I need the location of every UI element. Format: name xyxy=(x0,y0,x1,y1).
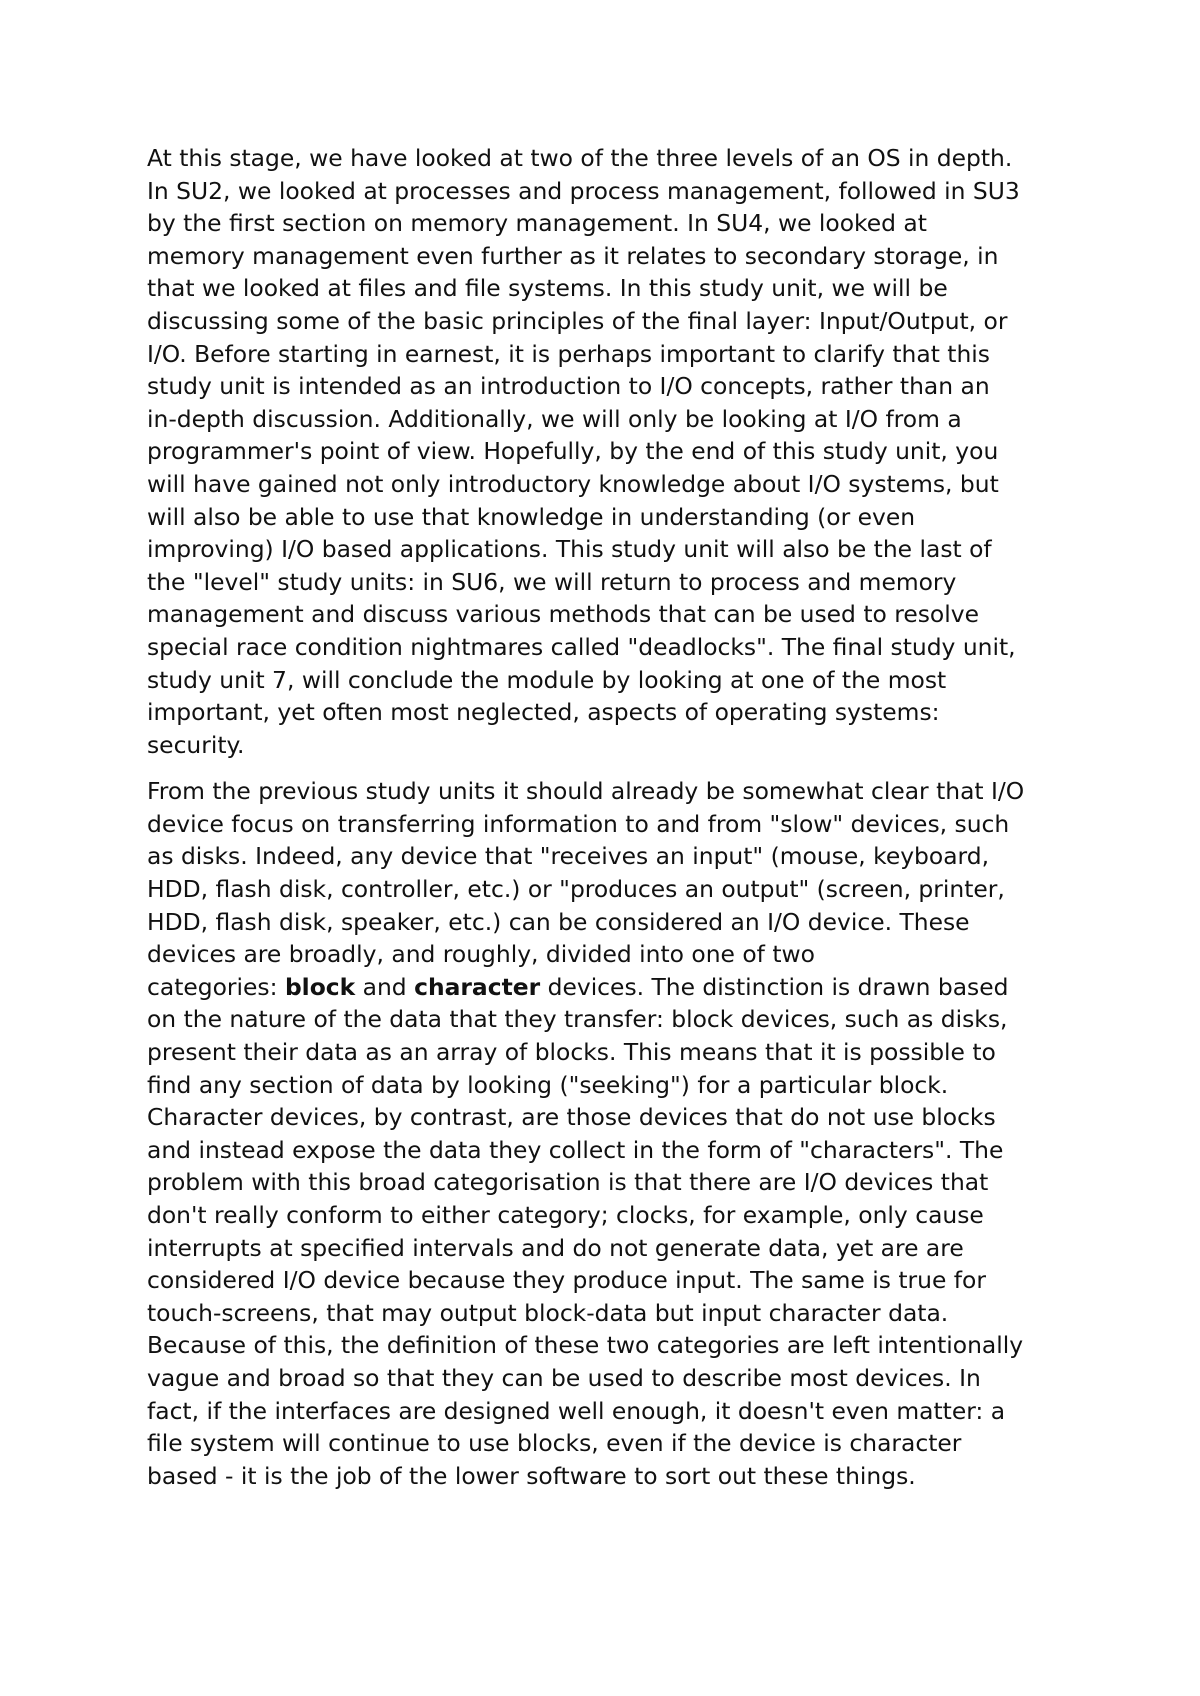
term-character: character xyxy=(414,972,541,1001)
text-line: the "level" study units: in SU6, we will return to process and memory xyxy=(147,567,957,596)
categories-middle: and xyxy=(355,972,415,1001)
text-line: on the nature of the data that they transfer: block devices, such as disks, xyxy=(147,1005,1008,1034)
text-line: based - it is the job of the lower software to sort out these things. xyxy=(147,1461,916,1490)
text-line: as disks. Indeed, any device that "receives an input" (mouse, keyboard, xyxy=(147,842,990,871)
text-line: Because of this, the definition of these two categories are left intentionally xyxy=(147,1331,1024,1360)
categories-prefix: categories: xyxy=(147,972,285,1001)
text-line: don't really conform to either category; clocks, for example, only cause xyxy=(147,1201,984,1229)
text-line: improving) I/O based applications. This study unit will also be the last of xyxy=(147,535,992,564)
text-line: Character devices, by contrast, are those devices that do not use blocks xyxy=(147,1103,996,1132)
text-line: study unit 7, will conclude the module by looking at one of the most xyxy=(147,665,947,694)
text-line: programmer's point of view. Hopefully, by the end of this study unit, you xyxy=(147,437,999,466)
term-block: block xyxy=(284,972,356,1001)
text-line: At this stage, we have looked at two of the three levels of an OS in depth. xyxy=(147,144,1013,172)
text-line: I/O. Before starting in earnest, it is perhaps important to clarify that this xyxy=(147,339,990,368)
text-line: HDD, flash disk, controller, etc.) or "produces an output" (screen, printer, xyxy=(147,875,1005,904)
text-line: discussing some of the basic principles of the final layer: Input/Output, or xyxy=(147,306,1008,335)
text-line: vague and broad so that they can be used to describe most devices. In xyxy=(147,1363,981,1392)
text-line: special race condition nightmares called "deadlocks". The final study unit, xyxy=(147,632,1016,661)
text-line: HDD, flash disk, speaker, etc.) can be considered an I/O device. These xyxy=(147,907,970,936)
text-line: important, yet often most neglected, aspects of operating systems: xyxy=(147,698,940,727)
text-line: considered I/O device because they produce input. The same is true for xyxy=(147,1266,986,1295)
categories-suffix: devices. The distinction is drawn based xyxy=(540,972,1009,1001)
text-line: and instead expose the data they collect in the form of "characters". The xyxy=(147,1135,1004,1164)
text-line: will also be able to use that knowledge in understanding (or even xyxy=(147,502,916,531)
paragraph-io-devices xyxy=(147,775,1067,1492)
text-line: From the previous study units it should already be somewhat clear that I/O xyxy=(147,777,1025,806)
text-line: by the first section on memory management. In SU4, we looked at xyxy=(147,209,927,238)
text-line: interrupts at specified intervals and do not generate data, yet are are xyxy=(147,1233,964,1262)
text-line: that we looked at files and file systems. In this study unit, we will be xyxy=(147,274,948,303)
text-line: In SU2, we looked at processes and process management, followed in SU3 xyxy=(147,176,1020,205)
categories-line xyxy=(147,971,1067,1004)
text-line: devices are broadly, and roughly, divided into one of two xyxy=(147,940,815,969)
text-line: device focus on transferring information to and from "slow" devices, such xyxy=(147,809,1010,838)
text-line: study unit is intended as an introduction to I/O concepts, rather than an xyxy=(147,372,990,401)
text-line: security. xyxy=(147,730,245,759)
text-line: touch-screens, that may output block-data but input character data. xyxy=(147,1298,949,1327)
text-line: in-depth discussion. Additionally, we will only be looking at I/O from a xyxy=(147,404,962,433)
document-body xyxy=(147,142,1067,1492)
text-line: fact, if the interfaces are designed well enough, it doesn't even matter: a xyxy=(147,1396,1006,1425)
paragraph-intro xyxy=(147,142,1067,761)
text-line: file system will continue to use blocks, even if the device is character xyxy=(147,1429,962,1458)
text-line: management and discuss various methods that can be used to resolve xyxy=(147,600,979,629)
text-line: find any section of data by looking ("seeking") for a particular block. xyxy=(147,1070,949,1099)
text-line: memory management even further as it relates to secondary storage, in xyxy=(147,241,999,270)
text-line: will have gained not only introductory knowledge about I/O systems, but xyxy=(147,469,999,498)
text-line: present their data as an array of blocks. This means that it is possible to xyxy=(147,1038,996,1067)
text-line: problem with this broad categorisation is that there are I/O devices that xyxy=(147,1168,989,1197)
